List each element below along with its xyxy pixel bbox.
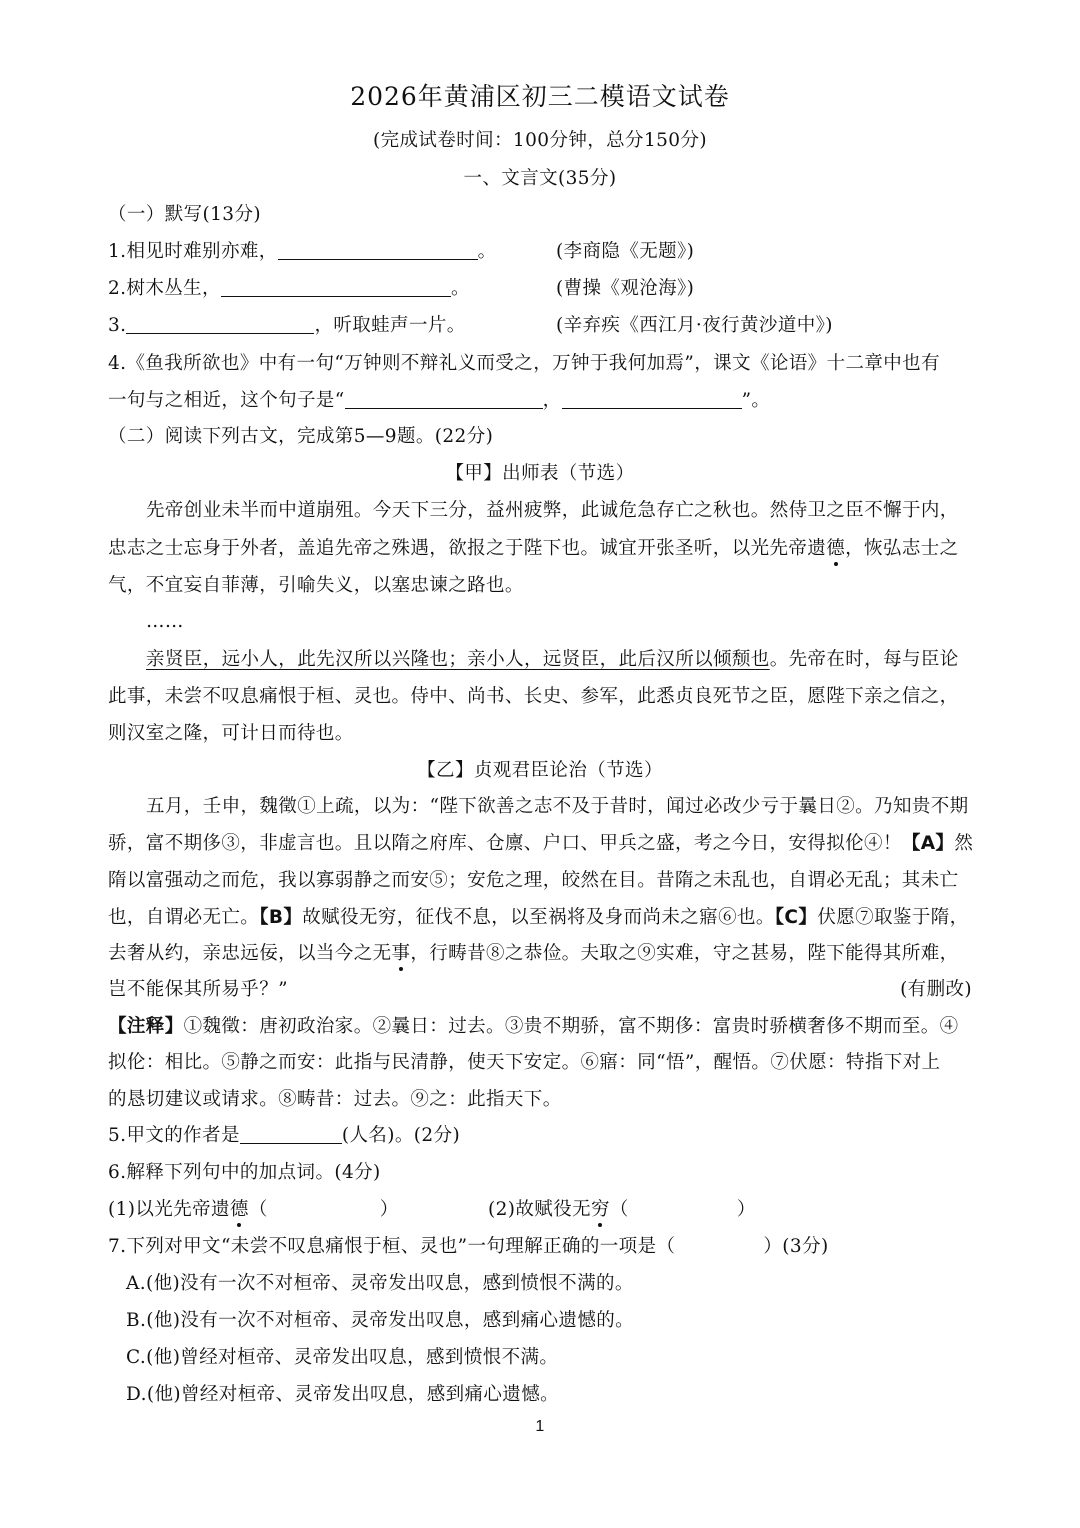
question-1-source: (李商隐《无题》) [556,241,695,262]
passage-yi-line: 隋以富强动之而危，我以寡弱静之而安⑤；安危之理，皎然在目。昔隋之未乱也，自谓必无乱；其未亡 [108,870,959,891]
notes-line: 的恳切建议或请求。⑧畴昔：过去。⑨之：此指天下。 [108,1089,562,1110]
question-4-line1: 4.《鱼我所欲也》中有一句“万钟则不辩礼义而受之，万钟于我何加焉”，课文《论语》十二章中也有 [108,353,940,374]
emphasis-dot-word: 事 [391,943,411,964]
answer-blank-4a[interactable] [345,388,543,409]
emphasis-dot-word: 德 [826,538,846,559]
passage-jia-line: 亲贤臣，远小人，此先汉所以兴隆也；亲小人，远贤臣，此后汉所以倾颓也。先帝在时，每与臣论 [146,649,959,670]
notes-line: 拟伦：相比。⑤静之而安：此指与民清静，使天下安定。⑥寤：同“悟”，醒悟。⑦伏愿：特指下对上 [108,1052,941,1073]
passage-yi-line: 岂不能保其所易乎？” [108,979,288,1000]
ellipsis: …… [146,611,184,632]
answer-blank-4b[interactable] [562,388,742,409]
question-3-source: (辛弃疾《西江月·夜行黄沙道中》) [556,315,833,336]
question-6-2: (2)故赋役无穷（ ） [488,1199,756,1220]
option-d[interactable]: D.(他)曾经对桓帝、灵帝发出叹息，感到痛心遗憾。 [126,1384,559,1405]
answer-blank-3[interactable] [126,313,314,334]
passage-jia-line: 忠志之士忘身于外者，盖追先帝之殊遇，欲报之于陛下也。诚宜开张圣听，以光先帝遗德，恢弘志士之 [108,538,959,559]
part2-heading: （二）阅读下列古文，完成第5—9题。(22分) [108,426,494,447]
question-5: 5.甲文的作者是 (人名)。(2分) [108,1125,461,1146]
question-2-source: (曹操《观沧海》) [556,278,695,299]
passage-yi-line: 去奢从约，亲忠远佞，以当今之无事，行畴昔⑧之恭俭。夫取之⑨实难，守之甚易，陛下能得其所难， [108,943,959,964]
question-3-text: ，听取蛙声一片。 [314,315,466,336]
marker-b: 【B】 [259,907,303,928]
passage-yi-title: 【乙】贞观君臣论治（节选） [417,760,663,781]
passage-yi-line: 骄，富不期侈③，非虚言也。且以隋之府库、仓廪、户口、甲兵之盛，考之今日，安得拟伦④！【A】然 [108,833,974,854]
question-2: 2.树木丛生， 。 [108,278,470,299]
passage-yi-line: 五月，壬申，魏徵①上疏，以为：“陛下欲善之志不及于昔时，闻过必改少亏于曩日②。乃知贵不期 [146,796,969,817]
answer-blank-1[interactable] [278,239,478,260]
option-b[interactable]: B.(他)没有一次不对桓帝、灵帝发出叹息，感到痛心遗憾的。 [126,1310,635,1331]
exam-title: 2026年黄浦区初三二模语文试卷 [350,82,730,111]
notes-line: 【注释】①魏徵：唐初政治家。②曩日：过去。③贵不期骄，富不期侈：富贵时骄横奢侈不期而至。④ [108,1016,959,1037]
exam-subtitle: (完成试卷时间：100分钟，总分150分) [373,130,707,151]
question-7: 7.下列对甲文“未尝不叹息痛恨于桓、灵也”一句理解正确的一项是（ ）(3分) [108,1236,829,1257]
question-1: 1.相见时难别亦难， 。 [108,241,497,262]
marker-c: 【C】 [774,907,818,928]
passage-jia-line: 气，不宜妄自菲薄，引喻失义，以塞忠谏之路也。 [108,575,524,596]
question-6: 6.解释下列句中的加点词。(4分) [108,1162,381,1183]
marker-a: 【A】 [901,833,955,854]
emphasis-dot-word: 穷 [591,1199,610,1220]
underlined-sentence: 亲贤臣，远小人，此先汉所以兴隆也；亲小人，远贤臣，此后汉所以倾颓也 [146,649,770,670]
question-1-text: 1.相见时难别亦难， [108,241,278,262]
passage-yi-line: 也，自谓必无亡。【B】故赋役无穷，征伐不息，以至祸将及身而尚未之寤⑥也。【C】伏愿⑦取鉴于隋， [108,907,969,928]
passage-jia-line: 此事，未尝不叹息痛恨于桓、灵也。侍中、尚书、长史、参军，此悉贞良死节之臣，愿陛下亲之信之， [108,686,959,707]
question-3: 3. ，听取蛙声一片。 [108,315,466,336]
emphasis-dot-word: 德 [229,1199,249,1220]
answer-blank-2[interactable] [221,276,451,297]
option-a[interactable]: A.(他)没有一次不对桓帝、灵帝发出叹息，感到愤恨不满的。 [126,1273,634,1294]
answer-blank-5[interactable] [240,1123,342,1144]
question-2-text: 2.树木丛生， [108,278,221,299]
part1-heading: （一）默写(13分) [108,204,261,225]
section-heading: 一、文言文(35分) [463,168,617,189]
edit-note: (有删改) [900,979,972,1000]
option-c[interactable]: C.(他)曾经对桓帝、灵帝发出叹息，感到愤恨不满。 [126,1347,559,1368]
question-6-1: (1)以光先帝遗德（ ） [108,1199,399,1220]
notes-label: 【注释】 [108,1016,184,1037]
question-4-line2: 一句与之相近，这个句子是“ ， ”。 [108,390,771,411]
passage-jia-line: 先帝创业未半而中道崩殂。今天下三分，益州疲弊，此诚危急存亡之秋也。然侍卫之臣不懈于内， [146,500,959,521]
passage-jia-line: 则汉室之隆，可计日而待也。 [108,723,354,744]
passage-jia-title: 【甲】出师表（节选） [445,463,635,484]
page-number: 1 [535,1418,545,1435]
